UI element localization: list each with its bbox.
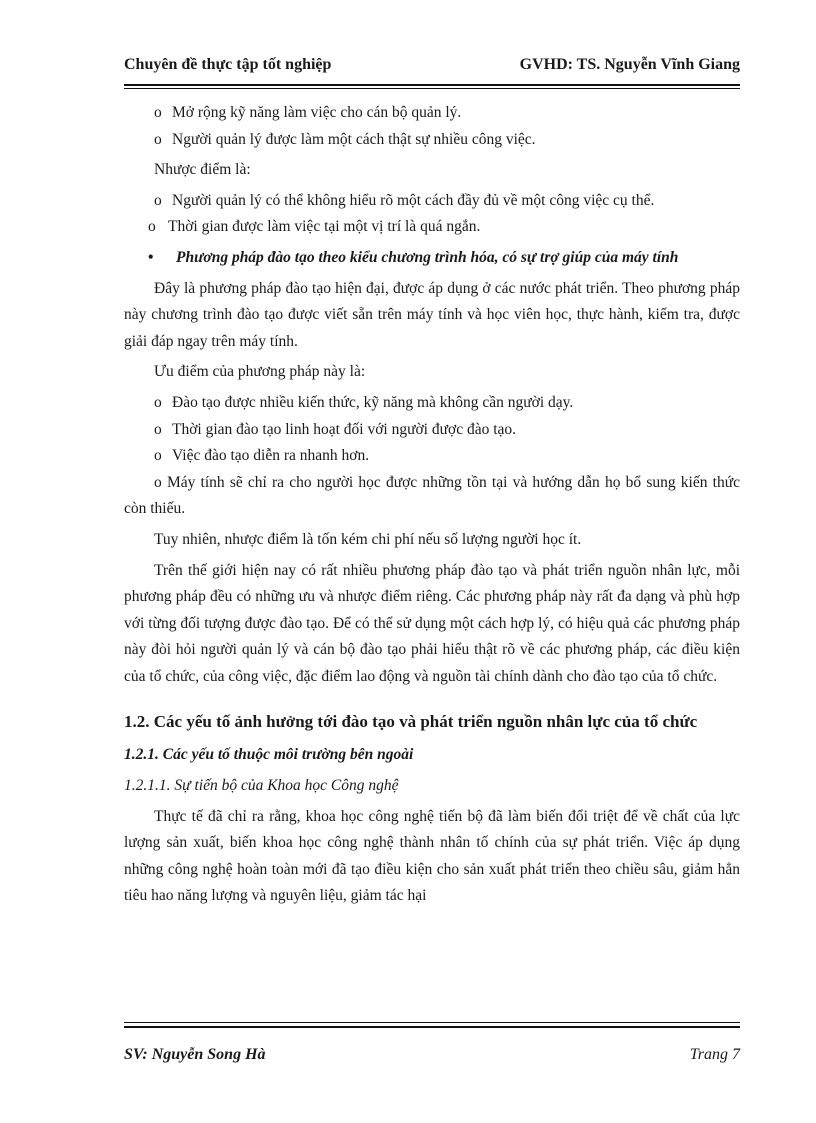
header-supervisor: GVHD: TS. Nguyễn Vĩnh Giang [519, 56, 740, 73]
header-rule-thin [124, 88, 740, 89]
paragraph: Thực tế đã chỉ ra rằng, khoa học công nghệ tiến bộ đã làm biến đổi triệt để về chất của lực lượng sản xuất, biến khoa học công nghệ thành nhân tố chính của sự phát triển. Việc áp dụng những công nghệ hoàn toàn mới đã tạo điều kiện cho sản xuất phát triển theo chiều sâu, giảm hẳn tiêu hao năng lượng và nguyên liệu, giảm tác hại [124, 807, 740, 905]
header-title: Chuyên đề thực tập tốt nghiệp [124, 56, 332, 73]
paragraph: Trên thế giới hiện nay có rất nhiều phương pháp đào tạo và phát triển nguồn nhân lực, mỗi phương pháp đều có những ưu và nhược điểm riêng. Các phương pháp này rất đa dạng và phù hợp với từng đối tượng được đào tạo. Để có thể sử dụng một cách hợp lý, có hiệu quả các phương pháp này đòi hỏi người quản lý và cán bộ đào tạo phải hiểu thật rõ về các phương pháp, các điều kiện của tổ chức, của công việc, đặc điểm lao động và nguồn tài chính dành cho đào tạo của tổ chức. [124, 561, 740, 685]
list-item: o Thời gian được làm việc tại một vị trí là quá ngắn. [124, 214, 740, 241]
list-item-text: Máy tính sẽ chỉ ra cho người học được những tồn tại và hướng dẫn họ bổ sung kiến thức còn thiếu. [124, 473, 741, 518]
section-heading: 1.2. Các yếu tố ảnh hưởng tới đào tạo và phát triển nguồn nhân lực của tổ chức [124, 712, 698, 732]
footer-author: SV: Nguyễn Song Hà [124, 1046, 266, 1063]
page-header [124, 56, 740, 82]
list-item: o Việc đào tạo diễn ra nhanh hơn. [124, 443, 740, 470]
method-heading: • Phương pháp đào tạo theo kiểu chương trình hóa, có sự trợ giúp của máy tính [124, 245, 740, 272]
list-item: o Thời gian đào tạo linh hoạt đối với người được đào tạo. [124, 417, 740, 444]
advantage-label: Ưu điểm của phương pháp này là: [154, 363, 366, 381]
footer-rule [124, 1026, 740, 1028]
list-item: o Người quản lý có thể không hiểu rõ một cách đầy đủ về một công việc cụ thể. [124, 188, 740, 215]
header-rule [124, 84, 740, 86]
footer-rule-thin [124, 1022, 740, 1023]
document-body [124, 100, 740, 910]
list-item: o Mở rộng kỹ năng làm việc cho cán bộ quản lý. [124, 100, 740, 127]
paragraph: Đây là phương pháp đào tạo hiện đại, được áp dụng ở các nước phát triển. Theo phương pháp này chương trình đào tạo được viết sẵn trên máy tính và học viên học, thực hành, kiểm tra, được giải đáp ngay trên máy tính. [124, 279, 740, 350]
page-number: Trang 7 [689, 1046, 740, 1063]
disadvantage-label: Nhược điểm là: [154, 161, 251, 179]
subsection-heading: 1.2.1. Các yếu tố thuộc môi trường bên ngoài [124, 746, 414, 764]
list-item-wrapped [124, 470, 740, 523]
paragraph: Tuy nhiên, nhược điểm là tốn kém chi phí nếu số lượng người học ít. [154, 530, 582, 548]
list-item: o Đào tạo được nhiều kiến thức, kỹ năng mà không cần người dạy. [124, 390, 740, 417]
page-footer [124, 1046, 740, 1070]
list-item: o Người quản lý được làm một cách thật sự nhiều công việc. [124, 127, 740, 154]
subsubsection-heading: 1.2.1.1. Sự tiến bộ của Khoa học Công nghệ [124, 777, 399, 795]
bullet-marker: o [154, 473, 167, 491]
